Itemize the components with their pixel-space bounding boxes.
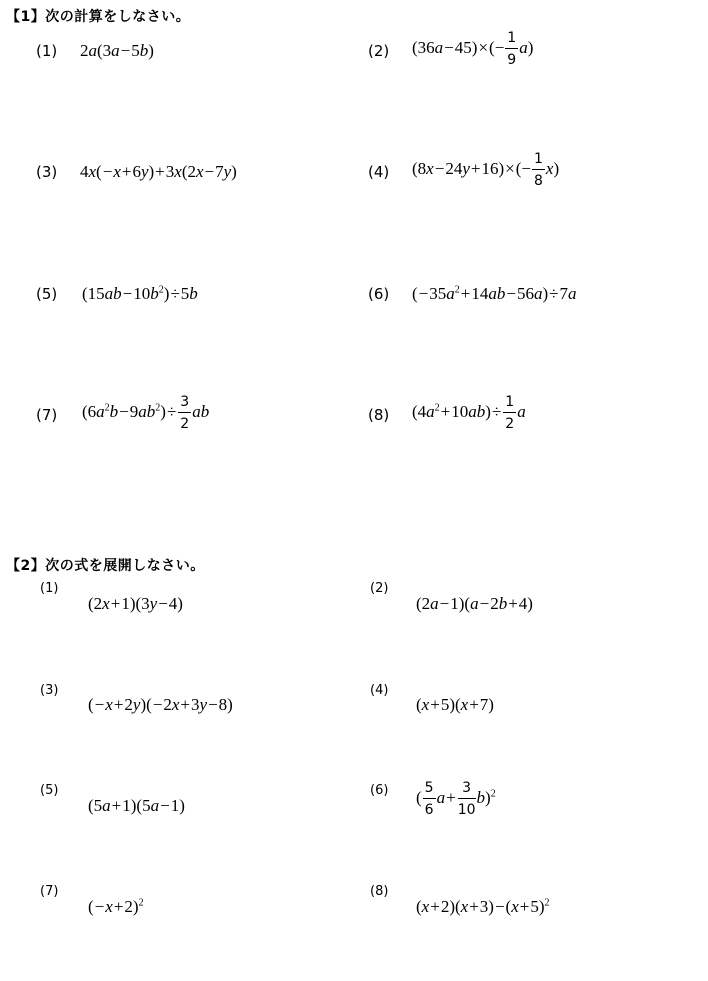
expression: $(-x+2)^2$ (88, 897, 144, 916)
problem-number: (2) (370, 581, 389, 596)
problem-number: (6) (368, 285, 390, 303)
problem-number: (8) (368, 406, 390, 424)
fraction: $\frac{5}{6}$ (424, 780, 434, 819)
fraction: $\frac{1}{8}$ (533, 151, 543, 190)
expression: $(-35a^2+14ab-56a)\div 7a$ (412, 284, 577, 303)
section1-heading: 【1】次の計算をしなさい。 (6, 9, 191, 25)
problem-number: (3) (40, 683, 59, 698)
problem-number: (5) (36, 285, 58, 303)
expression: $(6a^2b-9ab^2)\div$ $\frac{3}{2}$ ab (82, 394, 210, 433)
fraction: $\frac{3}{10}$ (457, 780, 476, 819)
problem-number: (7) (40, 884, 59, 899)
expression: (36a−45)×(− $\frac{1}{9}$ a) (412, 30, 534, 69)
fraction: $\frac{3}{2}$ (180, 394, 190, 433)
fraction: $\frac{1}{2}$ (505, 394, 515, 433)
fraction: $\frac{1}{9}$ (507, 30, 517, 69)
expression: 4x(−x+6y)+3x(2x−7y) (80, 162, 237, 181)
problem-number: (4) (368, 163, 390, 181)
expression: $(4a^2+10ab)\div$ $\frac{1}{2}$ a (412, 394, 526, 433)
problem-number: (1) (40, 581, 59, 596)
problem-number: (4) (370, 683, 389, 698)
expression: $(x+2)(x+3)-(x+5)^2$ (416, 897, 550, 916)
expression: 2a(3a−5b) (80, 41, 154, 60)
expression: (2x+1)(3y−4) (88, 594, 183, 613)
expression: (2a−1)(a−2b+4) (416, 594, 533, 613)
problem-number: (6) (370, 783, 389, 798)
problem-number: (8) (370, 884, 389, 899)
section2-heading: 【2】次の式を展開しなさい。 (6, 558, 205, 574)
problem-number: (2) (368, 42, 390, 60)
expression: $(15ab-10b^2)\div 5b$ (82, 284, 198, 303)
expression: ( $\frac{5}{6}$ a+ $\frac{3}{10}$ b)$^2$ (416, 780, 496, 819)
problem-number: (1) (36, 42, 58, 60)
expression: (−x+2y)(−2x+3y−8) (88, 695, 233, 714)
problem-number: (5) (40, 783, 59, 798)
expression: (x+5)(x+7) (416, 695, 494, 714)
expression: (8x−24y+16)×(− $\frac{1}{8}$ x) (412, 151, 560, 190)
problem-number: (3) (36, 163, 58, 181)
expression: (5a+1)(5a−1) (88, 796, 185, 815)
problem-number: (7) (36, 406, 58, 424)
